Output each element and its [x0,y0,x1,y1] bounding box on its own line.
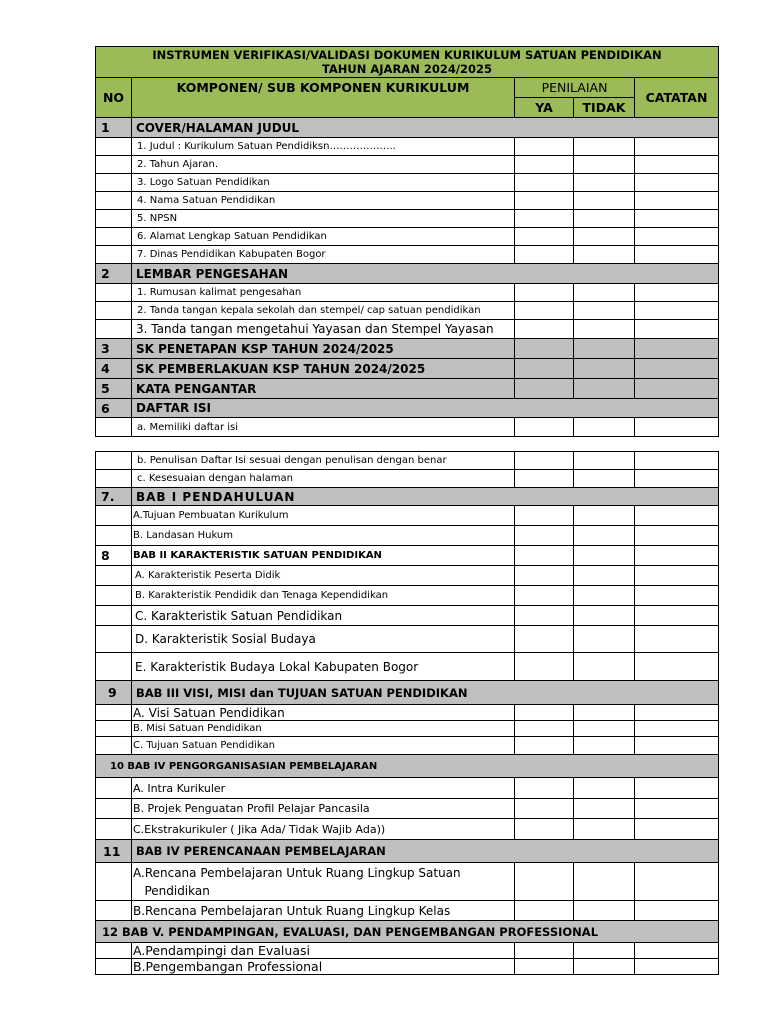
item-label: A.Rencana Pembelajaran Untuk Ruang Lingkup Satuan Pendidikan [132,863,515,901]
table-row [96,452,719,470]
verification-table-part2 [95,451,719,975]
tidak-cell[interactable] [574,721,635,737]
tidak-cell[interactable] [574,339,635,359]
tidak-cell[interactable] [574,452,635,470]
tidak-cell[interactable] [574,302,635,320]
table-row [96,138,719,156]
catatan-cell[interactable] [635,192,719,210]
catatan-cell[interactable] [635,470,719,488]
ya-cell[interactable] [515,210,574,228]
item-label: 1. Rumusan kalimat pengesahan [132,284,515,302]
title-line-1: INSTRUMEN VERIFIKASI/VALIDASI DOKUMEN KURIKULUM SATUAN PENDIDIKAN [152,48,662,62]
section-row-1 [96,118,719,138]
catatan-cell[interactable] [635,586,719,606]
item-label: A.Pendampingi dan Evaluasi [132,943,515,959]
tidak-cell[interactable] [574,737,635,755]
verification-table-part1 [95,46,719,437]
section-number: 1 [96,118,132,138]
table-row [96,819,719,840]
table-row [96,192,719,210]
header-row [96,78,719,98]
catatan-cell[interactable] [635,138,719,156]
section-row-5 [96,379,719,399]
section-title: BAB IV PERENCANAAN PEMBELAJARAN [132,840,719,863]
ya-cell[interactable] [515,705,574,721]
ya-cell[interactable] [515,863,574,901]
ya-cell[interactable] [515,626,574,653]
table-row [96,320,719,339]
catatan-cell[interactable] [635,452,719,470]
tidak-cell[interactable] [574,246,635,264]
col-tidak-header: TIDAK [574,98,635,118]
item-label: 1. Judul : Kurikulum Satuan Pendidiksn……………….. [132,138,515,156]
ya-cell[interactable] [515,586,574,606]
col-no-header: NO [96,78,132,118]
item-label: C.Ekstrakurikuler ( Jika Ada/ Tidak Wajib Ada)) [132,819,515,840]
ya-cell[interactable] [515,506,574,526]
item-label: A. Visi Satuan Pendidikan [132,705,515,721]
title-row [96,47,719,78]
table-row [96,302,719,320]
table-row [96,228,719,246]
section-row-12 [96,921,719,943]
section-title: 12 BAB V. PENDAMPINGAN, EVALUASI, DAN PENGEMBANGAN PROFESSIONAL [96,921,719,943]
catatan-cell[interactable] [635,626,719,653]
table-row [96,799,719,819]
ya-cell[interactable] [515,653,574,681]
section-title: BAB I PENDAHULUAN [132,488,719,506]
section-number: 5 [96,379,132,399]
table-row [96,737,719,755]
catatan-cell[interactable] [635,526,719,546]
item-label: E. Karakteristik Budaya Lokal Kabupaten Bogor [132,653,515,681]
item-label: B. Misi Satuan Pendidikan [132,721,515,737]
catatan-cell[interactable] [635,737,719,755]
col-komponen-header: KOMPONEN/ SUB KOMPONEN KURIKULUM [132,78,515,118]
ya-cell[interactable] [515,737,574,755]
catatan-cell[interactable] [635,778,719,799]
item-label: 5. NPSN [132,210,515,228]
ya-cell[interactable] [515,452,574,470]
tidak-cell[interactable] [574,799,635,819]
section-row-7 [96,488,719,506]
section-title: BAB III VISI, MISI dan TUJUAN SATUAN PENDIDIKAN [132,681,719,705]
catatan-cell[interactable] [635,546,719,566]
ya-cell[interactable] [515,302,574,320]
tidak-cell[interactable] [574,228,635,246]
col-ya-header: YA [515,98,574,118]
section-title-text: BAB IV PENGORGANISASIAN PEMBELAJARAN [127,760,378,772]
tidak-cell[interactable] [574,606,635,626]
ya-cell[interactable] [515,470,574,488]
section-number: 10 [110,760,124,772]
col-penilaian-header: PENILAIAN [515,78,635,98]
item-label: 6. Alamat Lengkap Satuan Pendidikan [132,228,515,246]
ya-cell[interactable] [515,228,574,246]
ya-cell[interactable] [515,943,574,959]
table-row [96,156,719,174]
item-label: a. Memiliki daftar isi [132,418,515,437]
ya-cell[interactable] [515,418,574,437]
table-row [96,566,719,586]
section-title: KATA PENGANTAR [132,379,515,399]
section-title: LEMBAR PENGESAHAN [132,264,719,284]
ya-cell[interactable] [515,339,574,359]
item-label: A. Intra Kurikuler [132,778,515,799]
catatan-cell[interactable] [635,156,719,174]
ya-cell[interactable] [515,138,574,156]
item-label: A.Tujuan Pembuatan Kurikulum [132,506,515,526]
item-label: C. Tujuan Satuan Pendidikan [132,737,515,755]
tidak-cell[interactable] [574,506,635,526]
table-row [96,863,719,901]
section-number: 2 [96,264,132,284]
tidak-cell[interactable] [574,379,635,399]
tidak-cell[interactable] [574,778,635,799]
item-label: 7. Dinas Pendidikan Kabupaten Bogor [132,246,515,264]
section-title: SK PEMBERLAKUAN KSP TAHUN 2024/2025 [132,359,515,379]
title-line-2: TAHUN AJARAN 2024/2025 [321,62,493,76]
catatan-cell[interactable] [635,901,719,921]
item-label: 2. Tahun Ajaran. [132,156,515,174]
tidak-cell[interactable] [574,705,635,721]
ya-cell[interactable] [515,379,574,399]
tidak-cell[interactable] [574,959,635,975]
tidak-cell[interactable] [574,156,635,174]
table-row [96,470,719,488]
catatan-cell[interactable] [635,320,719,339]
section-row-10 [96,755,719,778]
item-label: A. Karakteristik Peserta Didik [132,566,515,586]
table-row [96,526,719,546]
item-label: c. Kesesuaian dengan halaman [132,470,515,488]
tidak-cell[interactable] [574,284,635,302]
tidak-cell[interactable] [574,653,635,681]
tidak-cell[interactable] [574,819,635,840]
table-row [96,653,719,681]
section-row-11 [96,840,719,863]
tidak-cell[interactable] [574,943,635,959]
item-label: B. Landasan Hukum [132,526,515,546]
table-row [96,959,719,975]
ya-cell[interactable] [515,156,574,174]
ya-cell[interactable] [515,192,574,210]
section-title: DAFTAR ISI [132,399,719,418]
table-row [96,246,719,264]
catatan-cell[interactable] [635,799,719,819]
catatan-cell[interactable] [635,174,719,192]
catatan-cell[interactable] [635,379,719,399]
ya-cell[interactable] [515,721,574,737]
tidak-cell[interactable] [574,526,635,546]
item-label: 2. Tanda tangan kepala sekolah dan stempel/ cap satuan pendidikan [132,302,515,320]
item-label: B. Projek Penguatan Profil Pelajar Pancasila [132,799,515,819]
tidak-cell[interactable] [574,863,635,901]
tidak-cell[interactable] [574,546,635,566]
table-row [96,174,719,192]
section-row-9 [96,681,719,705]
section-number: 9 [96,681,132,705]
catatan-cell[interactable] [635,359,719,379]
ya-cell[interactable] [515,526,574,546]
tidak-cell[interactable] [574,192,635,210]
section-row-4 [96,359,719,379]
table-row [96,721,719,737]
section-title: COVER/HALAMAN JUDUL [132,118,719,138]
table-row [96,778,719,799]
ya-cell[interactable] [515,246,574,264]
catatan-cell[interactable] [635,228,719,246]
catatan-cell[interactable] [635,339,719,359]
catatan-cell[interactable] [635,606,719,626]
catatan-cell[interactable] [635,284,719,302]
tidak-cell[interactable] [574,359,635,379]
table-row [96,418,719,437]
ya-cell[interactable] [515,566,574,586]
table-row [96,901,719,921]
item-label: B.Rencana Pembelajaran Untuk Ruang Lingkup Kelas [132,901,515,921]
table-row [96,705,719,721]
section-number: 4 [96,359,132,379]
section-row-3 [96,339,719,359]
tidak-cell[interactable] [574,138,635,156]
catatan-cell[interactable] [635,959,719,975]
section-number: 6 [96,399,132,418]
table-row [96,284,719,302]
item-label: 4. Nama Satuan Pendidikan [132,192,515,210]
col-catatan-header: CATATAN [635,78,719,118]
section-number: 7. [96,488,132,506]
table-row [96,606,719,626]
ya-cell[interactable] [515,959,574,975]
section-title: SK PENETAPAN KSP TAHUN 2024/2025 [132,339,515,359]
table-row [96,506,719,526]
item-label: B. Karakteristik Pendidik dan Tenaga Kependidikan [132,586,515,606]
section-title: BAB II KARAKTERISTIK SATUAN PENDIDIKAN [132,546,515,566]
catatan-cell[interactable] [635,506,719,526]
section-row-8 [96,546,719,566]
table-row [96,586,719,606]
section-number: 11 [96,840,132,863]
catatan-cell[interactable] [635,721,719,737]
table-row [96,210,719,228]
catatan-cell[interactable] [635,819,719,840]
tidak-cell[interactable] [574,320,635,339]
item-label: b. Penulisan Daftar Isi sesuai dengan penulisan dengan benar [132,452,515,470]
item-label: C. Karakteristik Satuan Pendidikan [132,606,515,626]
ya-cell[interactable] [515,606,574,626]
catatan-cell[interactable] [635,210,719,228]
section-title [96,755,719,778]
tidak-cell[interactable] [574,566,635,586]
catatan-cell[interactable] [635,863,719,901]
tidak-cell[interactable] [574,470,635,488]
catatan-cell[interactable] [635,653,719,681]
item-label: 3. Logo Satuan Pendidikan [132,174,515,192]
ya-cell[interactable] [515,901,574,921]
section-number: 8 [96,546,132,566]
catatan-cell[interactable] [635,566,719,586]
section-number: 3 [96,339,132,359]
tidak-cell[interactable] [574,901,635,921]
ya-cell[interactable] [515,174,574,192]
document-title [96,47,719,78]
item-label: 3. Tanda tangan mengetahui Yayasan dan Stempel Yayasan [132,320,515,339]
catatan-cell[interactable] [635,418,719,437]
ya-cell[interactable] [515,359,574,379]
catatan-cell[interactable] [635,705,719,721]
ya-cell[interactable] [515,778,574,799]
item-label: D. Karakteristik Sosial Budaya [132,626,515,653]
ya-cell[interactable] [515,546,574,566]
table-row [96,943,719,959]
tidak-cell[interactable] [574,586,635,606]
table-row [96,626,719,653]
ya-cell[interactable] [515,819,574,840]
tidak-cell[interactable] [574,626,635,653]
section-row-2 [96,264,719,284]
ya-cell[interactable] [515,320,574,339]
ya-cell[interactable] [515,799,574,819]
item-label: B.Pengembangan Professional [132,959,515,975]
tidak-cell[interactable] [574,418,635,437]
catatan-cell[interactable] [635,246,719,264]
ya-cell[interactable] [515,284,574,302]
section-row-6 [96,399,719,418]
catatan-cell[interactable] [635,302,719,320]
catatan-cell[interactable] [635,943,719,959]
tidak-cell[interactable] [574,174,635,192]
tidak-cell[interactable] [574,210,635,228]
